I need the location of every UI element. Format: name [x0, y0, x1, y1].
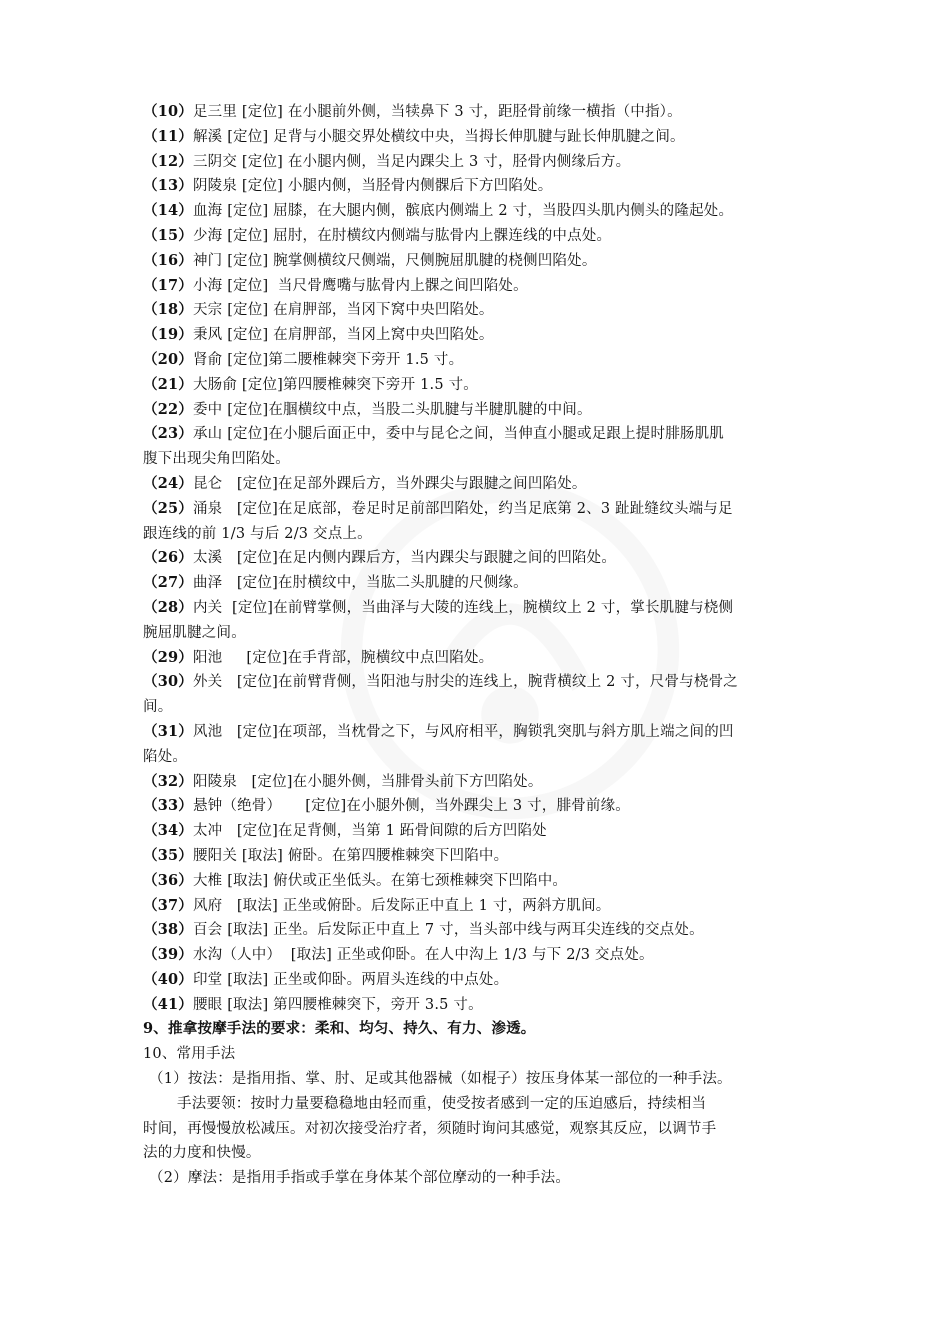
acupoint-location: [取法] 俯卧。在第四腰椎棘突下凹陷中。 — [237, 847, 509, 864]
acupoint-name: 小海 — [192, 277, 223, 294]
acupoint-location: [定位]第四腰椎棘突下旁开 1.5 寸。 — [237, 376, 478, 393]
acupoint-name: 足三里 — [192, 104, 238, 120]
acupoint-number: （35） — [143, 846, 193, 864]
acupoint-number: （37） — [143, 896, 193, 914]
acupoint-location: [定位]在肘横纹中，当肱二头肌腱的尺侧缘。 — [222, 575, 528, 592]
acupoint-entry — [143, 943, 813, 968]
acupoint-location: [定位] 小腿内侧，当胫骨内侧髁后下方凹陷处。 — [237, 178, 553, 195]
acupoint-number: （41） — [143, 995, 193, 1013]
acupoint-entry — [143, 670, 813, 695]
acupoint-location: [定位]在足背侧，当第 1 跖骨间隙的后方凹陷处 — [222, 823, 547, 840]
acupoint-name: 悬钟（绝骨） — [192, 798, 282, 815]
acupoint-number: （27） — [143, 574, 193, 592]
acupoint-entry — [143, 125, 813, 150]
acupoint-name: 解溪 — [192, 128, 223, 145]
acupoint-number: （20） — [143, 350, 193, 368]
acupoint-location: [定位] 在肩胛部，当冈上窝中央凹陷处。 — [222, 327, 494, 344]
acupoint-entry — [143, 894, 813, 919]
technique-press-essentials-cont: 时间，再慢慢放松减压。对初次接受治疗者，须随时询问其感觉，观察其反应，以调节手 — [143, 1120, 717, 1137]
acupoint-location: [取法] 正坐或俯卧。后发际正中直上 1 寸，两斜方肌间。 — [222, 897, 611, 914]
acupoint-number: （22） — [143, 400, 193, 418]
acupoint-number: （15） — [143, 226, 193, 244]
acupoint-entry — [143, 918, 813, 943]
acupoint-location: [定位]在足部外踝后方，当外踝尖与跟腱之间凹陷处。 — [222, 475, 587, 492]
acupoint-entry — [143, 596, 813, 621]
acupoint-entry — [143, 298, 813, 323]
acupoint-name: 百会 — [192, 922, 223, 939]
acupoint-number: （19） — [143, 326, 193, 344]
acupoint-name: 血海 — [192, 203, 223, 220]
acupoint-number: （30） — [143, 673, 193, 691]
acupoint-entry — [143, 968, 813, 993]
acupoint-name: 阴陵泉 — [192, 178, 238, 195]
technique-press-essentials: 手法要领：按时力量要稳稳地由轻而重，使受按者感到一定的压迫感后，持续相当 — [177, 1095, 707, 1112]
acupoint-name: 神门 — [192, 252, 223, 269]
acupoint-location: [定位]在小腿后面正中，委中与昆仑之间，当伸直小腿或足跟上提时腓肠肌肌 — [222, 426, 725, 443]
acupoint-number: （10） — [143, 103, 193, 120]
acupoint-name: 外关 — [192, 674, 223, 691]
acupoint-entry — [143, 472, 813, 497]
section-heading-10: 10、常用手法 — [143, 1046, 236, 1063]
acupoint-number: （36） — [143, 871, 193, 889]
acupoint-name: 风府 — [192, 897, 223, 914]
acupoint-entry — [143, 869, 813, 894]
acupoint-location: [定位] 当尺骨鹰嘴与肱骨内上髁之间凹陷处。 — [222, 277, 528, 294]
acupoint-number: （38） — [143, 921, 193, 939]
acupoint-name: 腰阳关 — [192, 847, 238, 864]
acupoint-entry — [143, 224, 813, 249]
acupoint-number: （33） — [143, 797, 193, 815]
acupoint-entry — [143, 373, 813, 398]
acupoint-location: [定位] 在小腿内侧，当足内踝尖上 3 寸，胫骨内侧缘后方。 — [237, 153, 631, 170]
acupoint-location: [定位]在项部，当枕骨之下，与风府相平，胸锁乳突肌与斜方肌上端之间的凹 — [222, 723, 734, 740]
acupoint-entry — [143, 174, 813, 199]
acupoint-number: （12） — [143, 152, 193, 170]
acupoint-number: （16） — [143, 251, 193, 269]
acupoint-location-cont: 腕屈肌腱之间。 — [143, 624, 246, 641]
acupoint-number: （14） — [143, 202, 193, 220]
acupoint-entry — [143, 422, 813, 447]
acupoint-number: （23） — [143, 425, 193, 443]
acupoint-name: 阳陵泉 — [192, 773, 238, 790]
section-heading-9: 9、推拿按摩手法的要求：柔和、均匀、持久、有力、渗透。 — [143, 1020, 536, 1038]
acupoint-number: （34） — [143, 822, 193, 840]
acupoint-number: （29） — [143, 648, 193, 666]
acupoint-location-cont: 腹下出现尖角凹陷处。 — [143, 451, 290, 468]
acupoint-entry — [143, 794, 813, 819]
acupoint-entry — [143, 398, 813, 423]
acupoint-name: 昆仑 — [192, 475, 223, 492]
acupoint-name: 大椎 — [192, 872, 223, 889]
acupoint-number: （31） — [143, 722, 193, 740]
acupoint-entry — [143, 993, 813, 1018]
acupoint-name: 三阴交 — [192, 153, 238, 170]
acupoint-name: 太溪 — [192, 550, 223, 567]
acupoint-number: （40） — [143, 970, 193, 988]
technique-press-definition: （1）按法：是指用指、掌、肘、足或其他器械（如棍子）按压身体某一部位的一种手法。 — [149, 1071, 732, 1088]
acupoint-location-cont: 陷处。 — [143, 748, 188, 765]
acupoint-number: （32） — [143, 772, 193, 790]
acupoint-entry — [143, 497, 813, 522]
acupoint-name: 太冲 — [192, 823, 223, 840]
acupoint-number: （39） — [143, 946, 193, 964]
acupoint-entry — [143, 546, 813, 571]
acupoint-name: 印堂 — [192, 971, 223, 988]
technique-rub-definition: （2）摩法：是指用手指或手掌在身体某个部位摩动的一种手法。 — [149, 1170, 571, 1187]
acupoint-list — [143, 100, 813, 1017]
acupoint-entry — [143, 720, 813, 745]
acupoint-location: [定位]第二腰椎棘突下旁开 1.5 寸。 — [222, 351, 464, 368]
acupoint-location: [定位]在腘横纹中点，当股二头肌腱与半腱肌腱的中间。 — [222, 401, 592, 418]
acupoint-name: 曲泽 — [192, 575, 223, 592]
acupoint-entry — [143, 770, 813, 795]
acupoint-name: 水沟（人中） — [192, 947, 282, 964]
acupoint-location: [取法] 正坐或仰卧。在人中沟上 1/3 与下 2/3 交点处。 — [281, 947, 654, 964]
acupoint-name: 秉风 — [192, 327, 223, 344]
acupoint-entry — [143, 819, 813, 844]
acupoint-location: [取法] 俯伏或正坐低头。在第七颈椎棘突下凹陷中。 — [222, 872, 568, 889]
acupoint-entry — [143, 646, 813, 671]
acupoint-number: （11） — [143, 127, 193, 145]
acupoint-number: （28） — [143, 598, 193, 616]
acupoint-name: 少海 — [192, 227, 223, 244]
acupoint-name: 内关 — [192, 599, 223, 616]
acupoint-name: 风池 — [192, 723, 223, 740]
acupoint-location: [取法] 正坐。后发际正中直上 7 寸，当头部中线与两耳尖连线的交点处。 — [222, 922, 704, 939]
acupoint-location: [定位]在手背部，腕横纹中点凹陷处。 — [222, 649, 494, 666]
acupoint-location: [定位] 屈膝，在大腿内侧，髌底内侧端上 2 寸，当股四头肌内侧头的隆起处。 — [222, 203, 734, 220]
acupoint-number: （21） — [143, 375, 193, 393]
acupoint-location: [定位]在足底部，卷足时足前部凹陷处，约当足底第 2、3 趾趾缝纹头端与足 — [222, 500, 733, 517]
acupoint-number: （26） — [143, 549, 193, 567]
acupoint-entry — [143, 323, 813, 348]
acupoint-location-cont: 间。 — [143, 699, 173, 716]
acupoint-location: [定位]在足内侧内踝后方，当内踝尖与跟腱之间的凹陷处。 — [222, 550, 617, 567]
acupoint-number: （24） — [143, 474, 193, 492]
acupoint-name: 大肠俞 — [192, 376, 238, 393]
acupoint-entry — [143, 199, 813, 224]
acupoint-name: 腰眼 — [192, 996, 223, 1013]
acupoint-location: [定位] 腕掌侧横纹尺侧端，尺侧腕屈肌腱的桡侧凹陷处。 — [222, 252, 597, 269]
acupoint-location: [取法] 第四腰椎棘突下，旁开 3.5 寸。 — [222, 996, 483, 1013]
acupoint-location-cont: 跟连线的前 1/3 与后 2/3 交点上。 — [143, 525, 372, 542]
acupoint-entry — [143, 844, 813, 869]
acupoint-entry — [143, 150, 813, 175]
acupoint-name: 承山 — [192, 426, 223, 443]
acupoint-location: [定位]在前臂掌侧，当曲泽与大陵的连线上，腕横纹上 2 寸，掌长肌腱与桡侧 — [222, 599, 734, 616]
acupoint-location: [定位]在小腿外侧，当外踝尖上 3 寸，腓骨前缘。 — [281, 798, 630, 815]
acupoint-number: （18） — [143, 301, 193, 319]
acupoint-entry — [143, 571, 813, 596]
acupoint-number: （17） — [143, 276, 193, 294]
acupoint-location: [定位] 足背与小腿交界处横纹中央，当拇长伸肌腱与趾长伸肌腱之间。 — [222, 128, 685, 145]
technique-press-essentials-cont: 法的力度和快慢。 — [143, 1145, 261, 1162]
acupoint-location: [定位] 在肩胛部，当冈下窝中央凹陷处。 — [222, 302, 494, 319]
acupoint-entry — [143, 249, 813, 274]
acupoint-location: [定位] 在小腿前外侧，当犊鼻下 3 寸，距胫骨前缘一横指（中指）。 — [237, 104, 682, 120]
acupoint-location: [定位]在前臂背侧，当阳池与肘尖的连线上，腕背横纹上 2 寸，尺骨与桡骨之 — [222, 674, 738, 691]
acupoint-location: [取法] 正坐或仰卧。两眉头连线的中点处。 — [222, 971, 509, 988]
acupoint-entry — [143, 348, 813, 373]
acupoint-location: [定位] 屈肘，在肘横纹内侧端与肱骨内上髁连线的中点处。 — [222, 227, 612, 244]
acupoint-entry — [143, 274, 813, 299]
acupoint-number: （13） — [143, 177, 193, 195]
document-body — [143, 100, 813, 1191]
acupoint-name: 涌泉 — [192, 500, 223, 517]
acupoint-entry — [143, 100, 813, 125]
acupoint-name: 天宗 — [192, 302, 223, 319]
acupoint-name: 肾俞 — [192, 351, 223, 368]
acupoint-number: （25） — [143, 499, 193, 517]
acupoint-name: 阳池 — [192, 649, 223, 666]
acupoint-name: 委中 — [192, 401, 223, 418]
acupoint-location: [定位]在小腿外侧，当腓骨头前下方凹陷处。 — [237, 773, 543, 790]
